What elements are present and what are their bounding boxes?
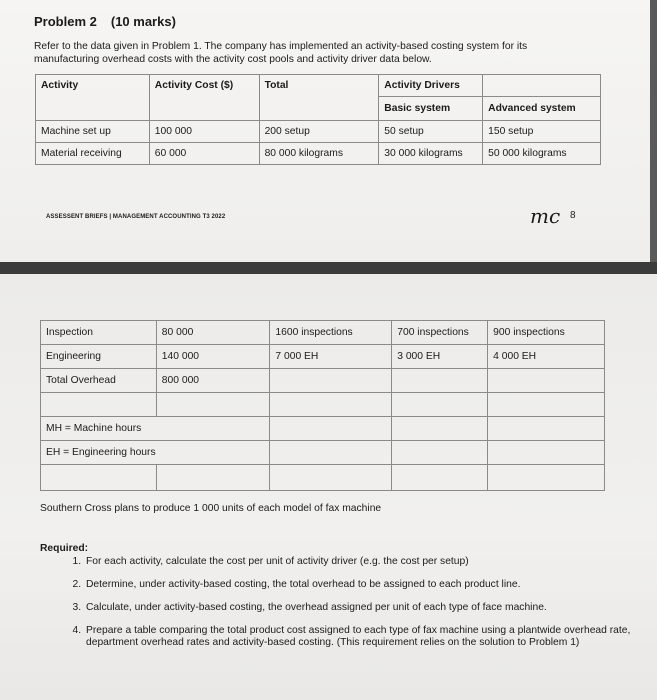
- cell-basic: 50 setup: [379, 121, 483, 143]
- cell-activity: Machine set up: [36, 121, 150, 143]
- table-row: [41, 369, 605, 393]
- required-heading: Required:: [40, 543, 89, 554]
- table-note-row: [41, 417, 605, 441]
- mc-logo: mc: [530, 204, 561, 228]
- header-activity: Activity: [36, 75, 150, 121]
- cell-blank: [270, 417, 392, 441]
- cell-blank: [392, 417, 488, 441]
- cell-activity: Engineering: [41, 345, 157, 369]
- cell-blank: [41, 465, 157, 491]
- cell-blank: [156, 393, 270, 417]
- cell-advanced: 900 inspections: [488, 321, 605, 345]
- header-basic: Basic system: [379, 97, 483, 121]
- cell-total: 7 000 EH: [270, 345, 392, 369]
- page-number: 8: [570, 210, 576, 221]
- cell-blank: [156, 465, 270, 491]
- cell-activity: Inspection: [41, 321, 157, 345]
- cell-total: [270, 369, 392, 393]
- activity-table-top: [35, 74, 601, 165]
- cell-advanced: 150 setup: [483, 121, 601, 143]
- cell-blank: [270, 441, 392, 465]
- header-total: Total: [259, 75, 379, 121]
- cell-basic: 3 000 EH: [392, 345, 488, 369]
- intro-text: Refer to the data given in Problem 1. The company has implemented an activity-based costing system for its manufacturing overhead costs with the activity cost pools and activity driver data below.: [34, 41, 528, 65]
- table-note-row: [41, 441, 605, 465]
- cell-activity: Total Overhead: [41, 369, 157, 393]
- cell-basic: 30 000 kilograms: [379, 143, 483, 165]
- table-row: [41, 393, 605, 417]
- cell-cost: 60 000: [149, 143, 259, 165]
- note-mh: MH = Machine hours: [41, 417, 270, 441]
- required-list: [58, 556, 654, 660]
- cell-blank: [270, 393, 392, 417]
- table-row: [41, 465, 605, 491]
- header-activity-drivers: Activity Drivers: [379, 75, 483, 97]
- cell-advanced: [488, 369, 605, 393]
- cell-cost: 80 000: [156, 321, 270, 345]
- cell-blank: [488, 465, 605, 491]
- table-row: [36, 143, 601, 165]
- cell-cost: 140 000: [156, 345, 270, 369]
- cell-total: 80 000 kilograms: [259, 143, 379, 165]
- header-activity-cost: Activity Cost ($): [149, 75, 259, 121]
- cell-advanced: 4 000 EH: [488, 345, 605, 369]
- page-break: [0, 262, 657, 274]
- assessment-brief-footer: ASSESSENT BRIEFS | MANAGEMENT ACCOUNTING T3 2022: [46, 214, 226, 220]
- list-item: 1. For each activity, calculate the cost per unit of activity driver (e.g. the cost per setup): [84, 556, 654, 568]
- cell-blank: [392, 465, 488, 491]
- table-row: [41, 321, 605, 345]
- cell-blank: [488, 417, 605, 441]
- problem-title: [34, 14, 176, 29]
- cell-cost: 100 000: [149, 121, 259, 143]
- cell-blank: [41, 393, 157, 417]
- cell-activity: Material receiving: [36, 143, 150, 165]
- note-eh: EH = Engineering hours: [41, 441, 270, 465]
- cell-blank: [488, 393, 605, 417]
- activity-table-bottom: [40, 320, 605, 491]
- list-item: 2. Determine, under activity-based costing, the total overhead to be assigned to each product line.: [84, 579, 654, 591]
- cell-basic: [392, 369, 488, 393]
- header-blank: [483, 75, 601, 97]
- list-item: 3. Calculate, under activity-based costing, the overhead assigned per unit of each type of face machine.: [84, 602, 654, 614]
- cell-blank: [392, 393, 488, 417]
- production-plan: Southern Cross plans to produce 1 000 units of each model of fax machine: [40, 503, 382, 514]
- table-row: [36, 121, 601, 143]
- cell-total: 1600 inspections: [270, 321, 392, 345]
- problem-title-text: Problem 2: [34, 14, 97, 29]
- list-item: 4. Prepare a table comparing the total product cost assigned to each type of fax machine using a plantwide overhead rate, department overhead rates and activity-based costing. (This requirement relies on the solution to Problem 1): [84, 625, 654, 649]
- cell-advanced: 50 000 kilograms: [483, 143, 601, 165]
- header-advanced: Advanced system: [483, 97, 601, 121]
- cell-total: 200 setup: [259, 121, 379, 143]
- cell-basic: 700 inspections: [392, 321, 488, 345]
- cell-blank: [392, 441, 488, 465]
- cell-blank: [270, 465, 392, 491]
- table-row: [41, 345, 605, 369]
- cell-blank: [488, 441, 605, 465]
- page-edge: [650, 0, 657, 262]
- problem-marks: (10 marks): [110, 14, 176, 29]
- cell-cost: 800 000: [156, 369, 270, 393]
